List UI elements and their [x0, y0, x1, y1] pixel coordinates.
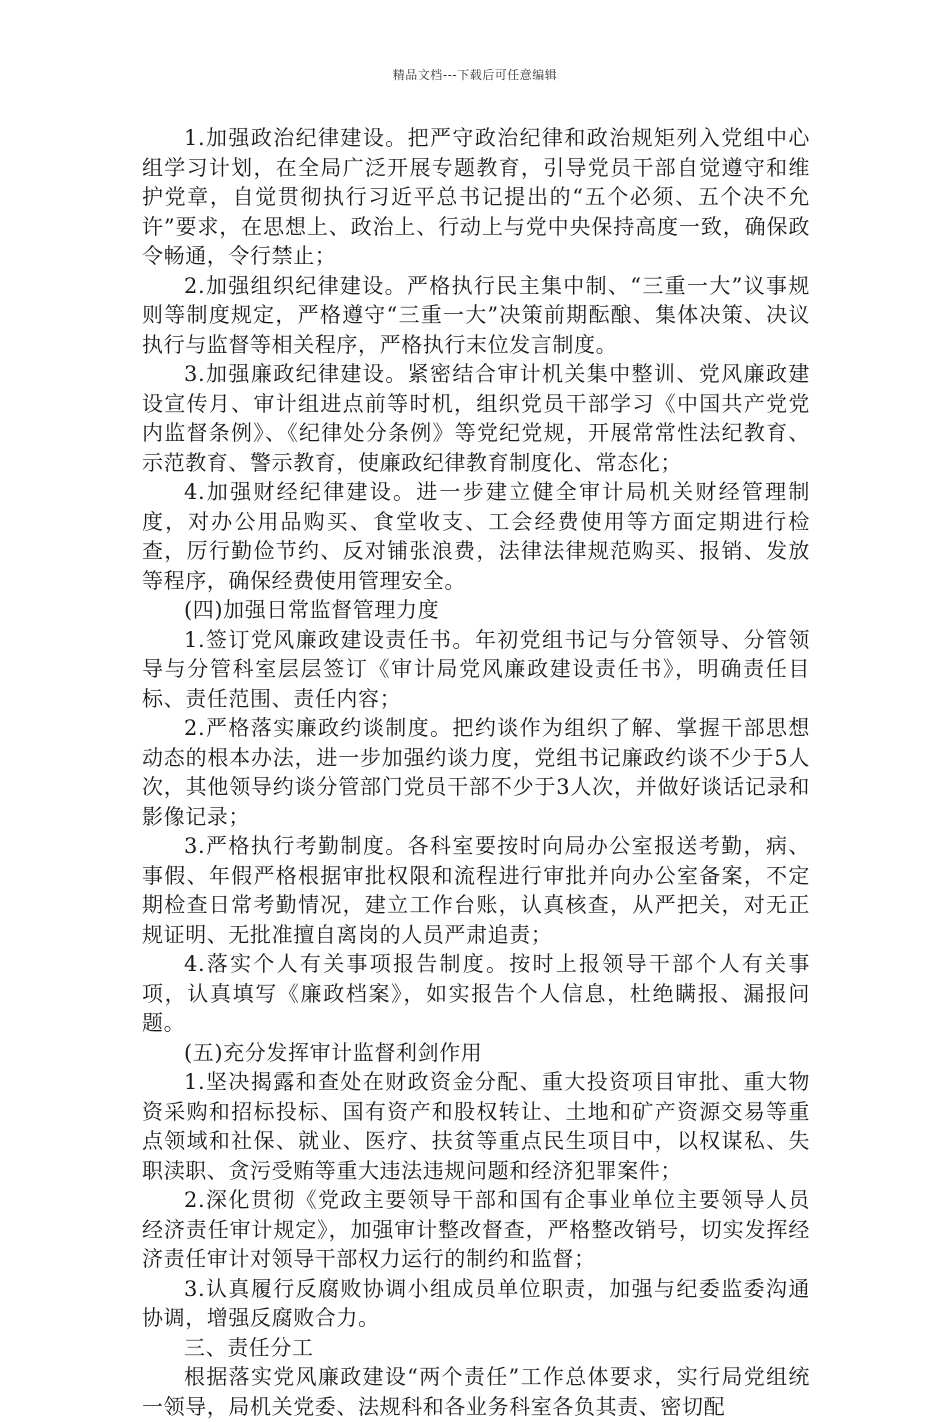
paragraph-two-responsibilities: 根据落实党风廉政建设“两个责任”工作总体要求，实行局党组统一领导，局机关党委、法规科和各业务科室各负其责、密切配: [142, 1365, 810, 1419]
section-heading-audit-supervision: (五)充分发挥审计监督利剑作用: [184, 1040, 483, 1065]
document-body: [142, 124, 810, 1422]
paragraph-responsibility-letter: 1.签订党风廉政建设责任书。年初党组书记与分管领导、分管领导与分管科室层层签订《审计局党风廉政建设责任书》，明确责任目标、责任范围、责任内容；: [142, 627, 810, 711]
paragraph-personal-matters: 4.落实个人有关事项报告制度。按时上报领导干部个人有关事项，认真填写《廉政档案》，如实报告个人信息，杜绝瞒报、漏报问题。: [142, 952, 810, 1035]
section-heading-responsibility-division: 三、责任分工: [184, 1335, 314, 1360]
paragraph-integrity-discipline: 3.加强廉政纪律建设。紧密结合审计机关集中整训、党风廉政建设宣传月、审计组进点前等时机，组织党员干部学习《中国共产党党内监督条例》、《纪律处分条例》等党纪党规，开展常常性法纪教育、示范教育、警示教育，使廉政纪律教育制度化、常态化；: [142, 362, 810, 475]
paragraph-anti-corruption-coordination: 3.认真履行反腐败协调小组成员单位职责，加强与纪委监委沟通协调，增强反腐败合力。: [142, 1276, 810, 1330]
paragraph-organizational-discipline: 2.加强组织纪律建设。严格执行民主集中制、“三重一大”议事规则等制度规定，严格遵守“三重一大”决策前期酝酿、集体决策、决议执行与监督等相关程序，严格执行末位发言制度。: [142, 273, 810, 357]
paragraph-integrity-talks: 2.严格落实廉政约谈制度。把约谈作为组织了解、掌握干部思想动态的根本办法，进一步加强约谈力度，党组书记廉政约谈不少于5人次，其他领导约谈分管部门党员干部不少于3人次，并做好谈话记录和影像记录；: [142, 716, 810, 829]
section-heading-daily-supervision: (四)加强日常监督管理力度: [184, 598, 440, 622]
page-header: 精品文档---下载后可任意编辑: [392, 68, 558, 82]
paragraph-expose-violations: 1.坚决揭露和查处在财政资金分配、重大投资项目审批、重大物资采购和招标投标、国有资产和股权转让、土地和矿产资源交易等重点领域和社保、就业、医疗、扶贫等重点民生项目中，以权谋私、失职渎职、贪污受贿等重大违法违规问题和经济犯罪案件；: [142, 1070, 810, 1183]
paragraph-economic-responsibility-audit: 2.深化贯彻《党政主要领导干部和国有企事业单位主要领导人员经济责任审计规定》，加强审计整改督查，严格整改销号，切实发挥经济责任审计对领导干部权力运行的制约和监督；: [142, 1188, 810, 1271]
paragraph-financial-discipline: 4.加强财经纪律建设。进一步建立健全审计局机关财经管理制度，对办公用品购买、食堂收支、工会经费使用等方面定期进行检查，厉行勤俭节约、反对铺张浪费，法律法律规范购买、报销、发放等程序，确保经费使用管理安全。: [142, 480, 810, 593]
paragraph-attendance: 3.严格执行考勤制度。各科室要按时向局办公室报送考勤，病、事假、年假严格根据审批权限和流程进行审批并向办公室备案，不定期检查日常考勤情况，建立工作台账，认真核查，从严把关，对无正规证明、无批准擅自离岗的人员严肃追责；: [142, 834, 810, 947]
paragraph-political-discipline: 1.加强政治纪律建设。把严守政治纪律和政治规矩列入党组中心组学习计划，在全局广泛开展专题教育，引导党员干部自觉遵守和维护党章，自觉贯彻执行习近平总书记提出的“五个必须、五个决不允许”要求，在思想上、政治上、行动上与党中央保持高度一致，确保政令畅通，令行禁止；: [142, 126, 810, 268]
